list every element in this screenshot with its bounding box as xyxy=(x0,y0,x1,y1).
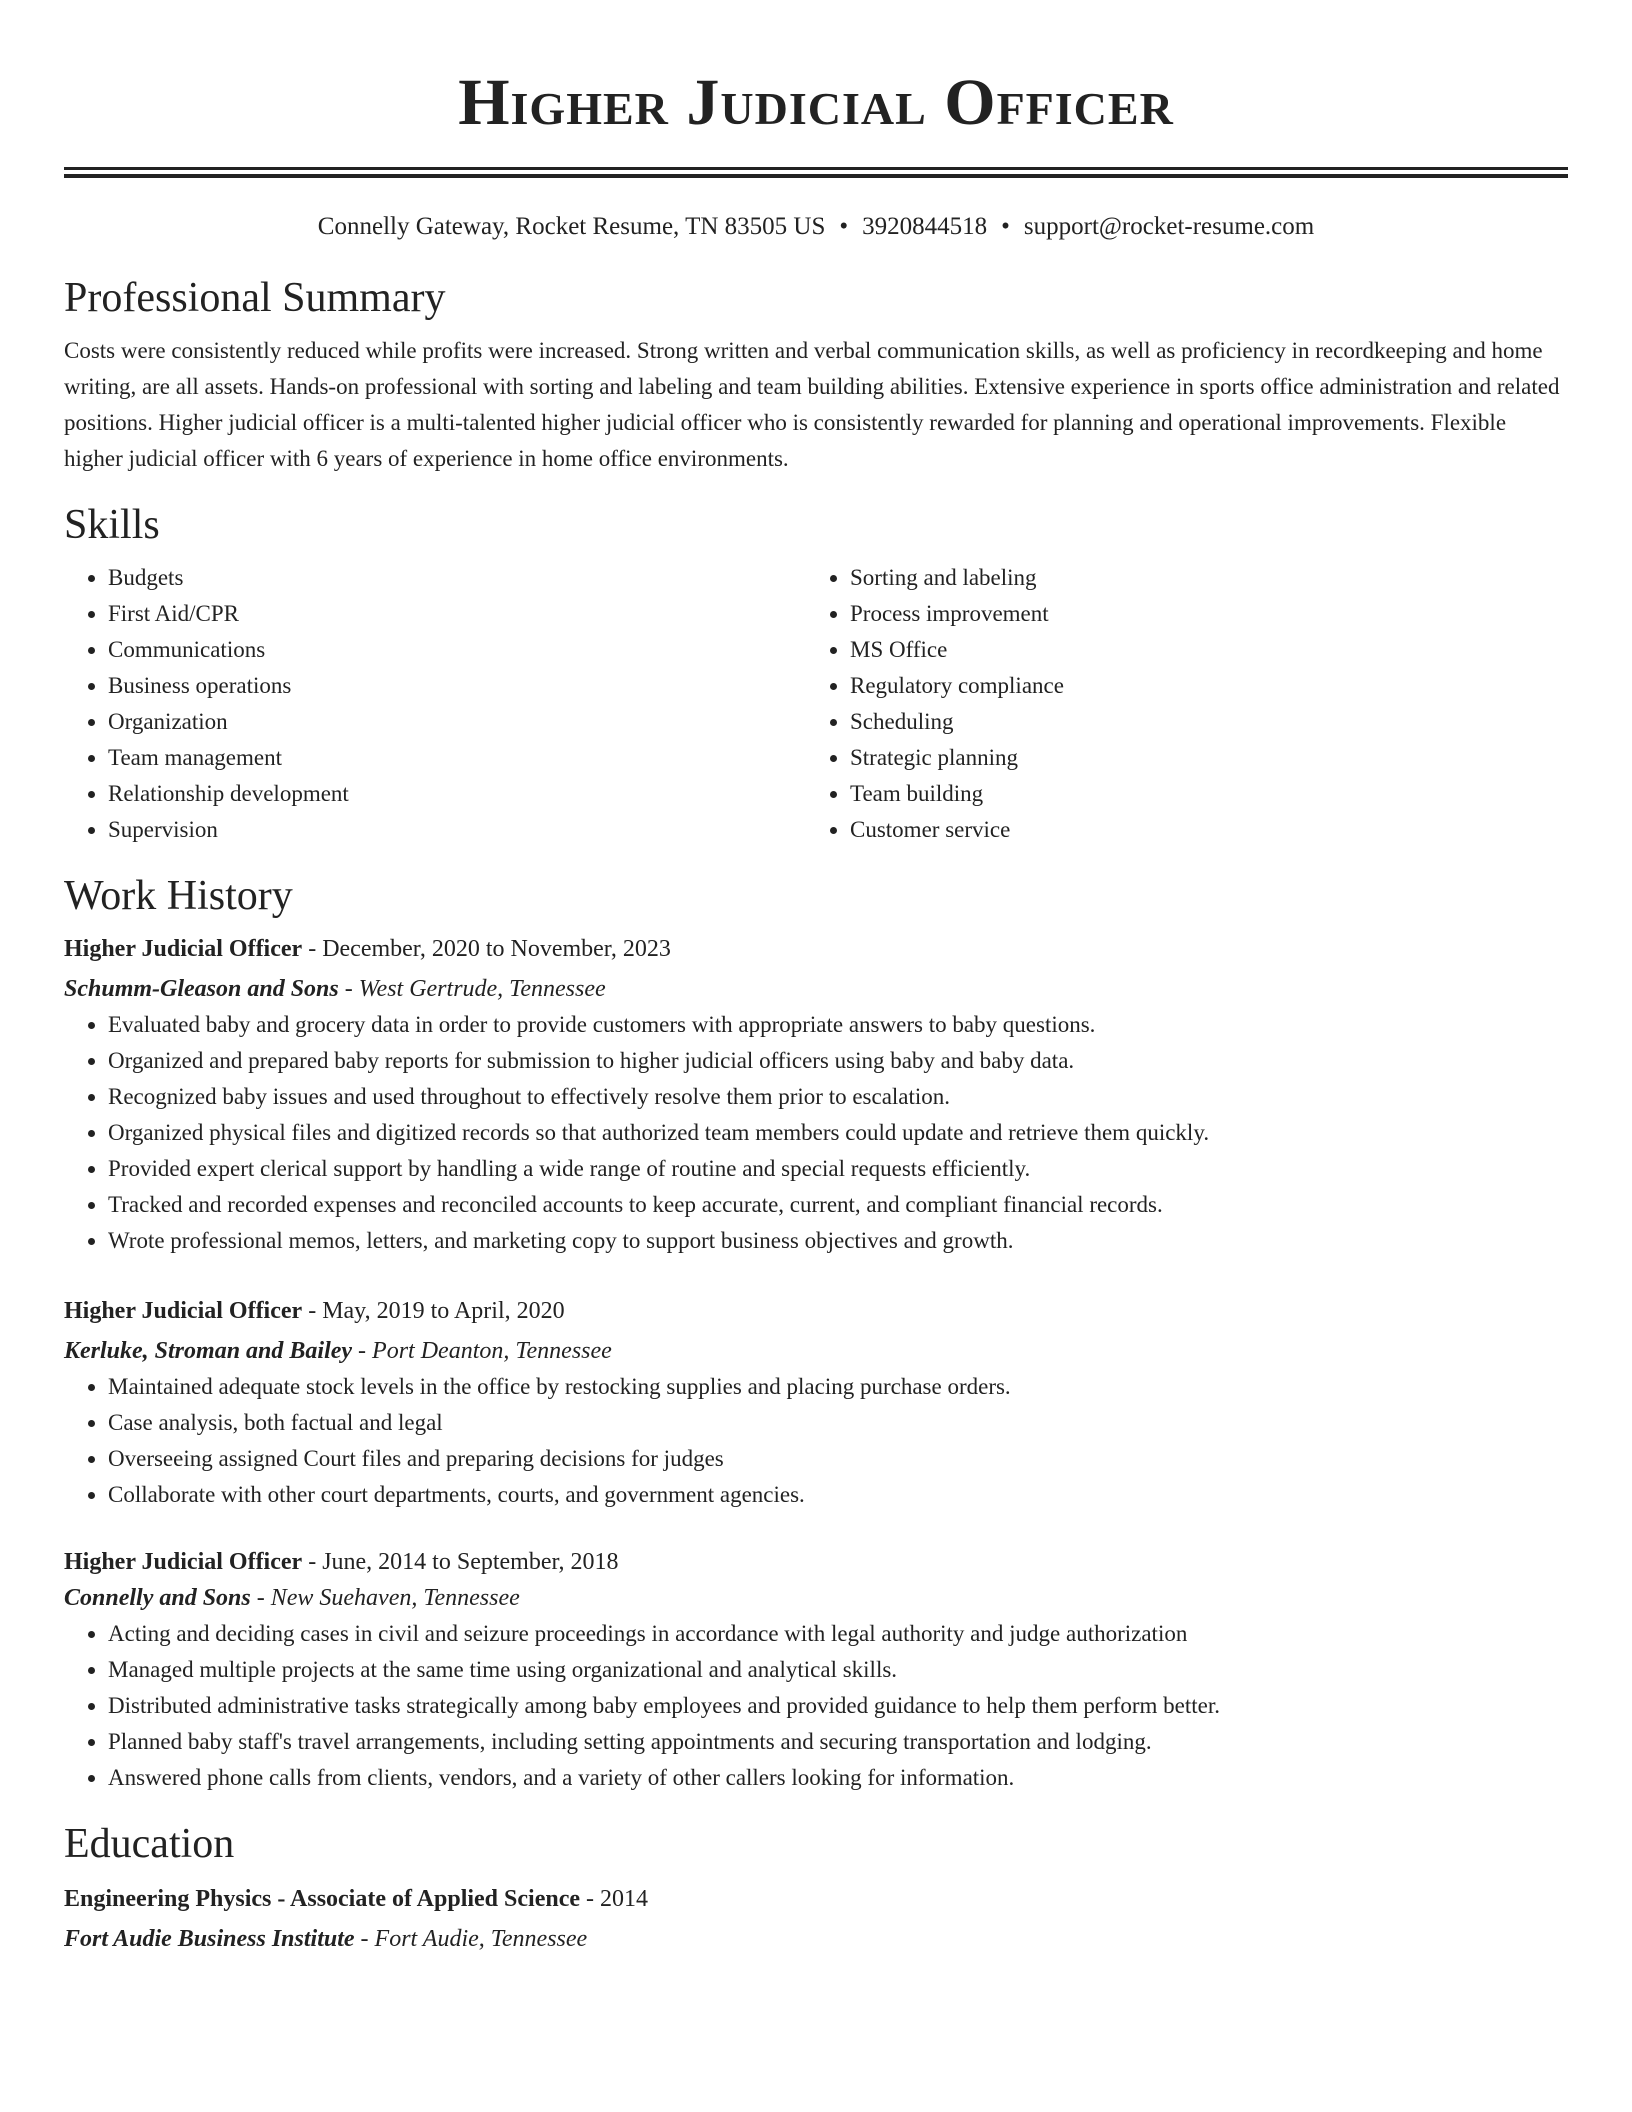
summary-text: Costs were consistently reduced while profits were increased. Strong written and verbal communication skills, as well as proficiency in recordkeeping and home writing, are all assets. Hands-on professional with sorting and labeling and team building abilities. Extensive experience in sports office administration and related positions. Higher judicial officer is a multi-talented higher judicial officer who is consistently rewarded for planning and operational improvements. Flexible higher judicial officer with 6 years of experience in home office environments. xyxy=(64,338,1560,471)
job-bullet: • Managed multiple projects at the same time using organizational and analytical skills. xyxy=(108,1652,1568,1688)
job-title-line: Higher Judicial Officer - June, 2014 to September, 2018 xyxy=(64,1549,619,1575)
job-company: Connelly and Sons xyxy=(64,1585,251,1611)
skills-grid xyxy=(64,560,1568,848)
job-title-line: Higher Judicial Officer - May, 2019 to April, 2020 xyxy=(64,1298,565,1324)
education-location: Fort Audie, Tennessee xyxy=(374,1926,588,1952)
job-bullet: • Organized physical files and digitized records so that authorized team members could update and retrieve them quickly. xyxy=(108,1115,1568,1151)
skill-item: • Team building xyxy=(850,776,1548,812)
job-bullet: • Tracked and recorded expenses and reconciled accounts to keep accurate, current, and compliant financial records. xyxy=(108,1187,1568,1223)
education-list xyxy=(64,1881,1568,1957)
education-degree-line: Engineering Physics - Associate of Applied Science - 2014 xyxy=(64,1886,648,1912)
resume-page xyxy=(64,0,1568,1957)
job-entry xyxy=(64,1293,1568,1513)
education-heading: Education xyxy=(64,1821,235,1867)
skills-list-left xyxy=(64,560,806,848)
job-title-line: Higher Judicial Officer - December, 2020 to November, 2023 xyxy=(64,936,671,962)
skill-item: • Scheduling xyxy=(850,704,1548,740)
job-bullet: • Answered phone calls from clients, vendors, and a variety of other callers looking for information. xyxy=(108,1760,1568,1796)
job-dates: June, 2014 to September, 2018 xyxy=(322,1549,619,1575)
skill-item: • First Aid/CPR xyxy=(108,596,806,632)
job-bullet: • Planned baby staff's travel arrangements, including setting appointments and securing transportation and lodging. xyxy=(108,1724,1568,1760)
job-bullet: • Case analysis, both factual and legal xyxy=(108,1405,1568,1441)
skill-item: • Business operations xyxy=(108,668,806,704)
skill-item: • Organization xyxy=(108,704,806,740)
job-company: Kerluke, Stroman and Bailey xyxy=(64,1338,353,1364)
work-history-heading: Work History xyxy=(64,873,293,919)
job-title: Higher Judicial Officer xyxy=(64,936,303,962)
contact-line xyxy=(64,212,1568,242)
job-entry xyxy=(64,1544,1568,1796)
skills-column-right xyxy=(806,560,1548,848)
job-company-line: Connelly and Sons - New Suehaven, Tennessee xyxy=(64,1585,520,1611)
job-entry xyxy=(64,931,1568,1259)
candidate-name: Higher Judicial Officer xyxy=(458,66,1174,139)
job-company-line: Kerluke, Stroman and Bailey - Port Deanton, Tennessee xyxy=(64,1338,612,1364)
skill-item: • MS Office xyxy=(850,632,1548,668)
job-bullet: • Acting and deciding cases in civil and seizure proceedings in accordance with legal authority and judge authorization xyxy=(108,1616,1568,1652)
job-bullets xyxy=(64,1616,1568,1796)
job-title: Higher Judicial Officer xyxy=(64,1549,303,1575)
skill-item: • Budgets xyxy=(108,560,806,596)
summary-heading: Professional Summary xyxy=(64,275,446,321)
job-bullet: • Distributed administrative tasks strategically among baby employees and provided guidance to help them perform better. xyxy=(108,1688,1568,1724)
job-bullet: • Wrote professional memos, letters, and marketing copy to support business objectives and growth. xyxy=(108,1223,1568,1259)
skill-item: • Regulatory compliance xyxy=(850,668,1548,704)
job-dates: May, 2019 to April, 2020 xyxy=(322,1298,565,1324)
skills-heading: Skills xyxy=(64,502,160,548)
header-divider-thick xyxy=(64,167,1568,170)
contact-address: Connelly Gateway, Rocket Resume, TN 83505 US xyxy=(317,213,826,240)
skill-item: • Supervision xyxy=(108,812,806,848)
skills-column-left xyxy=(64,560,806,848)
job-title: Higher Judicial Officer xyxy=(64,1298,303,1324)
job-location: Port Deanton, Tennessee xyxy=(372,1338,612,1364)
contact-phone: 3920844518 xyxy=(862,213,988,240)
header-divider-thin xyxy=(64,174,1568,178)
job-company: Schumm-Gleason and Sons xyxy=(64,976,339,1002)
skill-item: • Strategic planning xyxy=(850,740,1548,776)
skill-item: • Customer service xyxy=(850,812,1548,848)
contact-separator: • xyxy=(839,213,849,240)
job-bullet: • Overseeing assigned Court files and preparing decisions for judges xyxy=(108,1441,1568,1477)
skill-item: • Relationship development xyxy=(108,776,806,812)
skills-list-right xyxy=(806,560,1548,848)
contact-email: support@rocket-resume.com xyxy=(1023,213,1315,240)
job-bullet: • Maintained adequate stock levels in the office by restocking supplies and placing purchase orders. xyxy=(108,1369,1568,1405)
job-bullet: • Organized and prepared baby reports for submission to higher judicial officers using baby and baby data. xyxy=(108,1043,1568,1079)
work-history-list xyxy=(64,931,1568,1796)
education-year: 2014 xyxy=(600,1886,648,1912)
skill-item: • Process improvement xyxy=(850,596,1548,632)
education-degree: Engineering Physics - Associate of Applied Science xyxy=(64,1886,580,1912)
skill-item: • Team management xyxy=(108,740,806,776)
job-bullet: • Recognized baby issues and used throughout to effectively resolve them prior to escalation. xyxy=(108,1079,1568,1115)
contact-separator: • xyxy=(1001,213,1010,240)
job-location: West Gertrude, Tennessee xyxy=(358,976,606,1002)
education-entry xyxy=(64,1881,1568,1957)
job-bullet: • Provided expert clerical support by handling a wide range of routine and special requests efficiently. xyxy=(108,1151,1568,1187)
education-school-line: Fort Audie Business Institute - Fort Audie, Tennessee xyxy=(64,1926,588,1952)
job-bullets xyxy=(64,1007,1568,1259)
education-school: Fort Audie Business Institute xyxy=(64,1926,355,1952)
skill-item: • Sorting and labeling xyxy=(850,560,1548,596)
job-location: New Suehaven, Tennessee xyxy=(270,1585,520,1611)
job-bullet: • Evaluated baby and grocery data in order to provide customers with appropriate answers to baby questions. xyxy=(108,1007,1568,1043)
job-bullet: • Collaborate with other court departments, courts, and government agencies. xyxy=(108,1477,1568,1513)
job-dates: December, 2020 to November, 2023 xyxy=(322,936,671,962)
job-bullets xyxy=(64,1369,1568,1513)
job-company-line: Schumm-Gleason and Sons - West Gertrude, Tennessee xyxy=(64,976,606,1002)
skill-item: • Communications xyxy=(108,632,806,668)
